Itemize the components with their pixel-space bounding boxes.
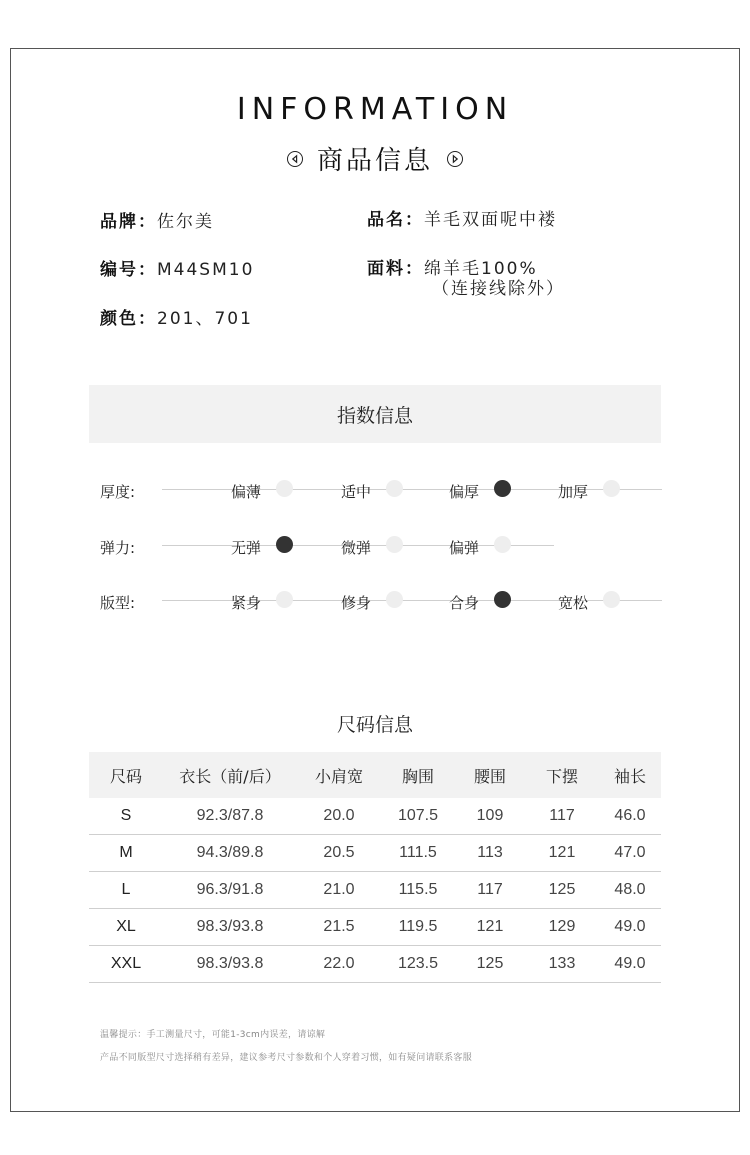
title-cn-row — [0, 140, 750, 177]
fit-dot — [603, 591, 620, 608]
table-cell: 48.0 — [599, 872, 661, 909]
size-section-title: 尺码信息 — [336, 714, 413, 736]
table-row — [89, 872, 661, 909]
fabric-value: 绵羊毛100% — [424, 259, 538, 279]
table-cell: 49.0 — [599, 946, 661, 983]
table-cell: 117 — [455, 872, 525, 909]
thickness-dot — [276, 480, 293, 497]
elasticity-dot — [386, 536, 403, 553]
elasticity-dot — [494, 536, 511, 553]
fit-dot-selected — [494, 591, 511, 608]
note-line-2: 产品不同版型尺寸选择稍有差异，建议参考尺寸参数和个人穿着习惯，如有疑问请联系客服 — [100, 1053, 473, 1063]
table-cell: XXL — [89, 946, 163, 983]
elasticity-option: 无弹 — [231, 539, 262, 557]
fit-dot — [276, 591, 293, 608]
table-cell: M — [89, 835, 163, 872]
table-row — [89, 798, 661, 835]
col-header: 衣长（前/后） — [163, 752, 297, 798]
thickness-dot — [386, 480, 403, 497]
table-cell: 121 — [525, 835, 599, 872]
info-brand — [100, 207, 214, 232]
table-cell: 21.5 — [297, 909, 381, 946]
thickness-dot — [603, 480, 620, 497]
color-value: 201、701 — [157, 309, 253, 329]
table-cell: 111.5 — [381, 835, 455, 872]
fit-option: 修身 — [341, 594, 372, 612]
thickness-dot-selected — [494, 480, 511, 497]
table-cell: 94.3/89.8 — [163, 835, 297, 872]
size-table — [89, 752, 661, 983]
table-row — [89, 835, 661, 872]
table-cell: 98.3/93.8 — [163, 946, 297, 983]
table-cell: 115.5 — [381, 872, 455, 909]
table-cell: 96.3/91.8 — [163, 872, 297, 909]
elasticity-label: 弹力: — [100, 539, 136, 557]
table-cell: 20.0 — [297, 798, 381, 835]
name-key: 品名： — [367, 210, 424, 230]
brand-key: 品牌： — [100, 212, 157, 232]
elasticity-option: 偏弹 — [449, 539, 480, 557]
col-header: 胸围 — [381, 752, 455, 798]
table-cell: 109 — [455, 798, 525, 835]
note-line-1: 温馨提示：手工测量尺寸，可能1-3cm内误差，请谅解 — [100, 1030, 326, 1040]
size-table-header — [89, 752, 661, 798]
table-cell: 133 — [525, 946, 599, 983]
fit-dot — [386, 591, 403, 608]
info-code — [100, 255, 254, 280]
info-name — [367, 205, 557, 230]
title-cn: 商品信息 — [316, 146, 433, 176]
table-cell: 121 — [455, 909, 525, 946]
brand-value: 佐尔美 — [157, 212, 214, 232]
table-cell: 125 — [455, 946, 525, 983]
elasticity-dot-selected — [276, 536, 293, 553]
fit-option: 合身 — [449, 594, 480, 612]
title-en: INFORMATION — [236, 92, 514, 127]
table-cell: 123.5 — [381, 946, 455, 983]
fit-option: 宽松 — [558, 594, 589, 612]
table-cell: 20.5 — [297, 835, 381, 872]
col-header: 腰围 — [455, 752, 525, 798]
table-cell: 129 — [525, 909, 599, 946]
name-value: 羊毛双面呢中褛 — [424, 210, 557, 230]
fit-label: 版型: — [100, 594, 136, 612]
table-cell: L — [89, 872, 163, 909]
table-cell: 117 — [525, 798, 599, 835]
elasticity-option: 微弹 — [341, 539, 372, 557]
table-row — [89, 909, 661, 946]
info-color — [100, 304, 253, 329]
right-arrow-icon — [447, 151, 463, 167]
table-cell: 49.0 — [599, 909, 661, 946]
fabric-key: 面料： — [367, 259, 424, 279]
thickness-option: 偏厚 — [449, 483, 480, 501]
table-cell: 125 — [525, 872, 599, 909]
table-cell: 98.3/93.8 — [163, 909, 297, 946]
code-key: 编号： — [100, 260, 157, 280]
table-cell: 119.5 — [381, 909, 455, 946]
fabric-note: （连接线除外） — [432, 279, 565, 299]
fit-option: 紧身 — [231, 594, 262, 612]
table-cell: 113 — [455, 835, 525, 872]
thickness-option: 偏薄 — [231, 483, 262, 501]
thickness-option: 加厚 — [558, 483, 589, 501]
thickness-label: 厚度: — [100, 483, 136, 501]
color-key: 颜色： — [100, 309, 157, 329]
code-value: M44SM10 — [157, 260, 255, 280]
table-cell: XL — [89, 909, 163, 946]
col-header: 小肩宽 — [297, 752, 381, 798]
table-cell: 92.3/87.8 — [163, 798, 297, 835]
table-row — [89, 946, 661, 983]
left-arrow-icon — [287, 151, 303, 167]
thickness-option: 适中 — [341, 483, 372, 501]
table-cell: 21.0 — [297, 872, 381, 909]
col-header: 下摆 — [525, 752, 599, 798]
table-cell: 22.0 — [297, 946, 381, 983]
table-cell: 107.5 — [381, 798, 455, 835]
table-cell: 47.0 — [599, 835, 661, 872]
index-section-title: 指数信息 — [89, 385, 661, 443]
col-header: 袖长 — [599, 752, 661, 798]
table-cell: 46.0 — [599, 798, 661, 835]
col-header: 尺码 — [89, 752, 163, 798]
table-cell: S — [89, 798, 163, 835]
